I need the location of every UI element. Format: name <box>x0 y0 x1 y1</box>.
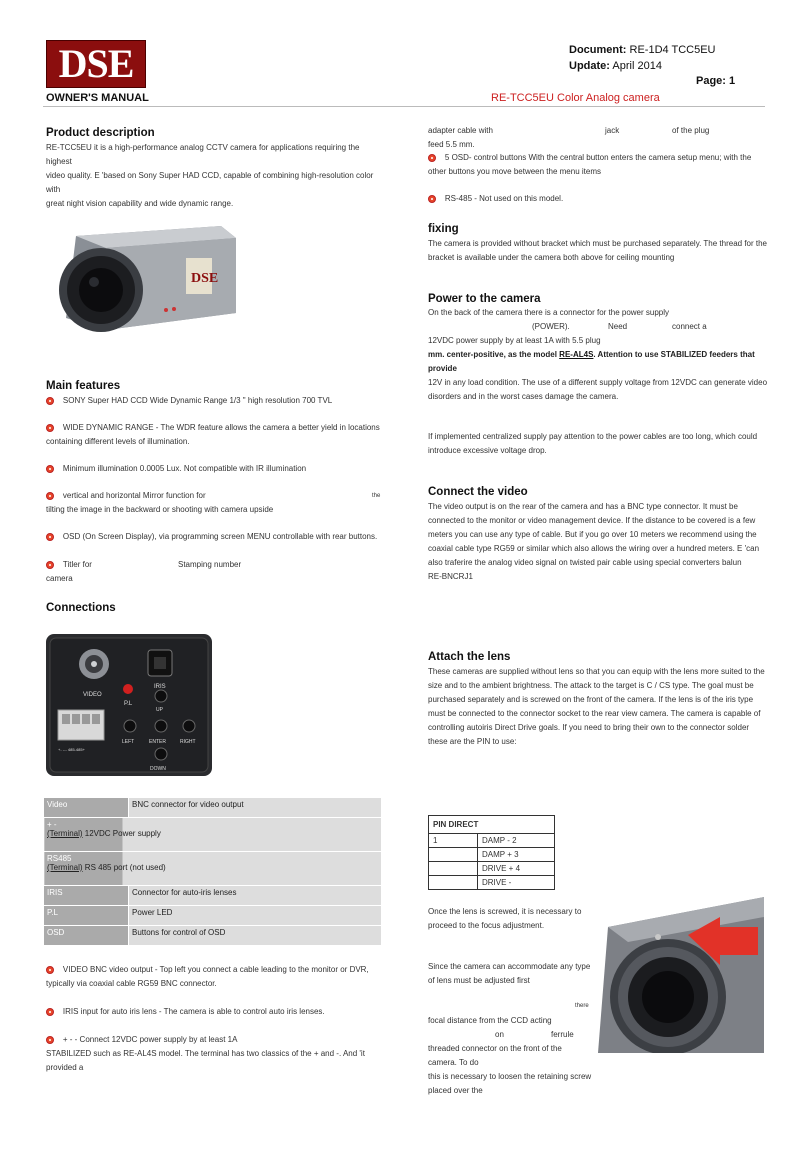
feature-5: OSD (On Screen Display), via programming screen MENU controllable with rear buttons. <box>46 530 386 544</box>
re-al4s-link[interactable]: RE-AL4S <box>559 350 594 359</box>
pin-table <box>428 815 555 890</box>
bullet-icon <box>46 561 54 569</box>
bullet-icon <box>46 966 54 974</box>
central-supply-text: If implemented centralized supply pay attention to the power cables are too long, which could introduce excessive voltage drop. <box>428 432 758 455</box>
owners-manual-label: OWNER'S MANUAL <box>46 92 149 104</box>
bullet-icon <box>46 397 54 405</box>
feature-1: SONY Super HAD CCD Wide Dynamic Range 1/3 " high resolution 700 TVL <box>46 394 386 408</box>
terminal-link[interactable]: (Terminal) <box>47 829 83 838</box>
svg-text:DSE: DSE <box>191 271 219 286</box>
panel-left-label: LEFT <box>122 739 135 745</box>
header-rule <box>43 106 765 107</box>
table-row: DRIVE - <box>429 876 555 890</box>
bullet-icon <box>46 1036 54 1044</box>
video-heading: Connect the video <box>428 486 528 498</box>
fixing-heading: fixing <box>428 223 459 235</box>
panel-down-label: DOWN <box>150 766 166 772</box>
table-row: PIN DIRECT <box>429 816 555 834</box>
camera-photo <box>46 218 246 340</box>
bullet-icon <box>46 533 54 541</box>
panel-right-label: RIGHT <box>180 739 196 745</box>
panel-enter-label: ENTER <box>149 739 166 745</box>
connection-iris: IRIS input for auto iris lens - The camera is able to control auto iris lenses. <box>46 1005 386 1019</box>
bullet-icon <box>428 154 436 162</box>
table-row: 1 DAMP - 2 <box>429 834 555 848</box>
focus-there: there <box>575 1003 589 1009</box>
table-row: DRIVE + 4 <box>429 862 555 876</box>
panel-up-label: UP <box>156 707 163 713</box>
connections-table <box>43 797 382 946</box>
table-row: DAMP + 3 <box>429 848 555 862</box>
feature-4: vertical and horizontal Mirror function for the tilting the image in the backward or shooting with camera upside <box>46 491 381 514</box>
osd-buttons-text: 5 OSD- control buttons With the central button enters the camera setup menu; with the other buttons you move between the menu items <box>428 153 752 176</box>
product-description-heading: Product description <box>46 127 155 139</box>
rs485-text: RS-485 - Not used on this model. <box>428 192 768 206</box>
feature-3: Minimum illumination 0.0005 Lux. Not compatible with IR illumination <box>46 462 386 476</box>
document-line: Document: RE-1D4 TCC5EU <box>569 44 716 56</box>
main-features-heading: Main features <box>46 380 121 392</box>
connections-heading: Connections <box>46 602 116 614</box>
lens-focus-photo <box>598 897 764 1053</box>
table-row: P.L Power LED <box>44 906 382 926</box>
bullet-icon <box>46 465 54 473</box>
lens-text: These cameras are supplied without lens so that you can equip with the lens more suited to the size and to the ambient brightness. The attack to the target is C / CS type. The goal must be purchased separately and is screwed on the front of the camera. If the lens is of the iris type must be connected to the connector socket to the rear view camera. The camera is capable of controlling autoiris Direct Drive goals. If you need to bring their own to the connector solder these are the PIN to use: <box>428 667 765 746</box>
table-row: IRIS Connector for auto-iris lenses <box>44 886 382 906</box>
focus-text-3: focal distance from the CCD acting on ferrule threaded connector on the front of the camera. To do this is necessary to loosen the retaining screw placed over the <box>428 1016 592 1095</box>
product-description-text: RE-TCC5EU it is a high-performance analog CCTV camera for applications requiring the highest video quality. E 'based on Sony Super HAD CCD, capable of combining high-resolution color with great night vision capability and wide dynamic range. <box>46 143 374 208</box>
connection-power: + - - Connect 12VDC power supply by at least 1A STABILIZED such as RE-AL4S model. The terminal has two classics of the + and -. And 'it provided a <box>46 1035 365 1072</box>
video-text: The video output is on the rear of the camera and has a BNC type connector. It must be connected to the monitor or video management device. If the distance to be covered is a few meters you can use any type of cable. But if you go over 10 meters we recommend using the coaxial cable type RG59 or similar which also allows the wiring over a hundred meters. E 'can also traferire the analog video signal on twisted pair cable using special converters balun RE-BNCRJ1 <box>428 502 760 581</box>
table-row: OSD Buttons for control of OSD <box>44 926 382 946</box>
connection-video: VIDEO BNC video output - Top left you connect a cable leading to the monitor or DVR, typically via coaxial cable RG59 BNC connector. <box>46 965 369 988</box>
fixing-text: The camera is provided without bracket which must be purchased separately. The thread for the bracket is available under the camera both above for ceiling mounting <box>428 239 767 262</box>
terminal-link[interactable]: (Terminal) <box>47 863 83 872</box>
table-row: + - (Terminal) 12VDC Power supply <box>44 818 382 852</box>
bullet-icon <box>46 1008 54 1016</box>
lens-heading: Attach the lens <box>428 651 511 663</box>
bullet-icon <box>46 492 54 500</box>
adapter-text: adapter cable with jack of the plug feed 5.5 mm. <box>428 126 710 149</box>
table-row: Video BNC connector for video output <box>44 798 382 818</box>
panel-video-label: VIDEO <box>83 692 102 698</box>
panel-terminal-label: +- --- 485-485+ <box>58 747 85 752</box>
table-row: RS485 (Terminal) RS 485 port (not used) <box>44 852 382 886</box>
panel-pl-label: P.L <box>124 701 133 707</box>
feature-2: WIDE DYNAMIC RANGE - The WDR feature allows the camera a better yield in locations containing different levels of illumination. <box>46 423 380 446</box>
product-title: RE-TCC5EU Color Analog camera <box>491 92 660 104</box>
panel-iris-label: IRIS <box>154 684 166 690</box>
focus-text-1: Once the lens is screwed, it is necessary to proceed to the focus adjustment. <box>428 907 582 930</box>
power-text: On the back of the camera there is a connector for the power supply (POWER). Need connect a 12VDC power supply by at least 1A with 5.5 plug mm. center-positive, as the model RE-AL4S. Attention to use STABILIZED feeders that provide 12V in any load condition. The use of a different supply voltage from 12VDC can generate video disorders and in the worst cases damage the camera. <box>428 308 768 401</box>
bullet-icon <box>46 424 54 432</box>
dse-logo: DSE <box>46 40 146 88</box>
update-line: Update: April 2014 <box>569 60 662 72</box>
feature-6: Titler for Stamping number camera <box>46 560 242 583</box>
page-line: Page: 1 <box>696 75 736 87</box>
rear-panel-photo <box>46 634 212 776</box>
power-heading: Power to the camera <box>428 293 541 305</box>
bullet-icon <box>428 195 436 203</box>
focus-text-2: Since the camera can accommodate any type of lens must be adjusted first <box>428 962 591 985</box>
